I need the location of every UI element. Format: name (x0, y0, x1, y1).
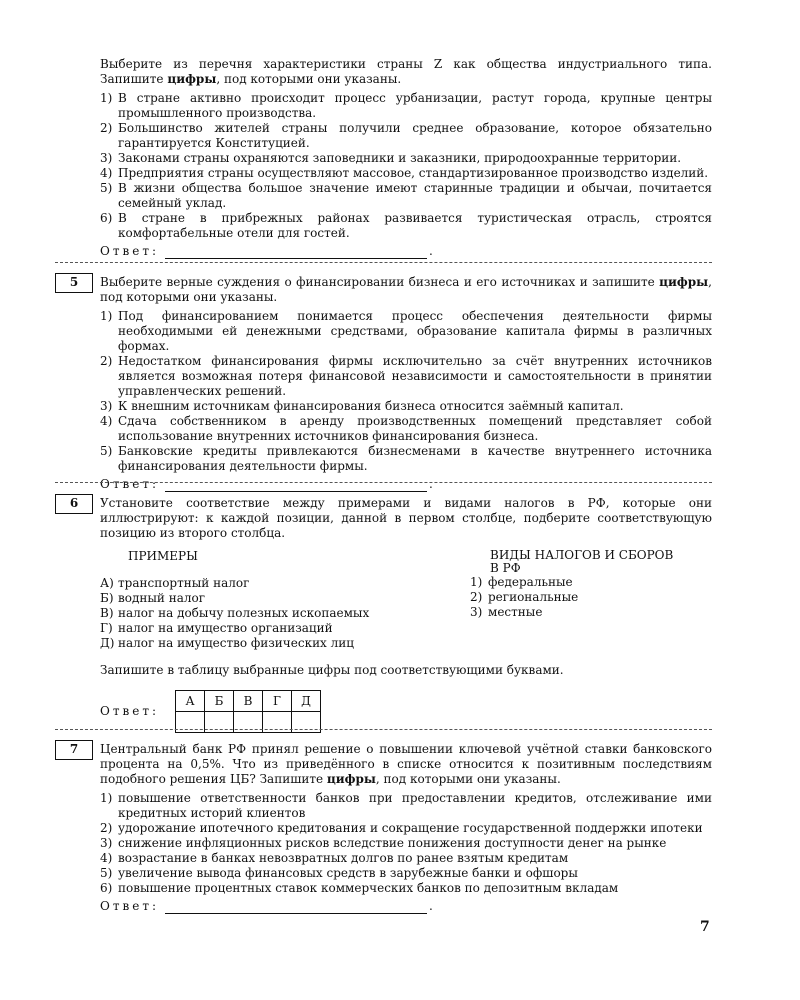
q7-options (100, 791, 712, 896)
list-item: 2) удорожание ипотечного кредитования и сокращение государственной поддержки ипотеки (100, 821, 703, 835)
question-7 (100, 742, 712, 914)
question-6 (100, 496, 712, 733)
answer-table-header: Г (263, 691, 292, 712)
tax-type-item: 2) региональные (470, 590, 579, 604)
example-item: В) налог на добычу полезных ископаемых (100, 606, 370, 620)
question-number-5: 5 (55, 273, 93, 293)
list-item: 1) повышение ответственности банков при предоставлении кредитов, отслеживание ими кредитных историй клиентов (100, 791, 712, 820)
tax-type-item: 3) местные (470, 605, 543, 619)
example-item: Д) налог на имущество физических лиц (100, 636, 354, 650)
q5-intro: Выберите верные суждения о финансировании бизнеса и его источниках и запишите цифры, под которыми они указаны. (100, 275, 712, 304)
list-item: 3) К внешним источникам финансирования бизнеса относится заёмный капитал. (100, 399, 624, 413)
tax-types-column (470, 549, 710, 620)
question-separator (55, 729, 712, 730)
answer-label: Ответ: (100, 899, 160, 913)
question-number-7: 7 (55, 740, 93, 760)
q6-answer-table-row (100, 690, 712, 733)
q6-intro: Установите соответствие между примерами и видами налогов в РФ, которые они иллюстрируют: к каждой позиции, данной в первом столбце, подберите соответствующую позицию из второго столбца. (100, 496, 712, 540)
answer-table-header: А (176, 691, 205, 712)
question-5 (100, 275, 712, 492)
matching-columns (100, 549, 712, 659)
list-item: 5) Банковские кредиты привлекаются бизнесменами в качестве внутреннего источника финансирования деятельности фирмы. (100, 444, 712, 473)
q5-answer-line[interactable]: Ответ: . (100, 477, 433, 491)
answer-table (175, 690, 321, 733)
list-item: 4) Предприятия страны осуществляют массовое, стандартизированное производство изделий. (100, 166, 709, 180)
tax-type-item: 1) федеральные (470, 575, 573, 589)
page-number: 7 (700, 919, 710, 935)
answer-label: Ответ: (100, 704, 160, 718)
example-item: Г) налог на имущество организаций (100, 621, 333, 635)
list-item: 3) снижение инфляционных рисков вследствие понижения доступности денег на рынке (100, 836, 667, 850)
list-item: 6) В стране в прибрежных районах развивается туристическая отрасль, строятся комфортабельные отели для гостей. (100, 211, 712, 240)
question-number-6: 6 (55, 494, 93, 514)
example-item: А) транспортный налог (100, 576, 250, 590)
answer-table-header: Д (292, 691, 321, 712)
tax-types-header: ВИДЫ НАЛОГОВ И СБОРОВ В РФ (490, 548, 674, 575)
example-item: Б) водный налог (100, 591, 206, 605)
list-item: 2) Недостатком финансирования фирмы исключительно за счёт внутренних источников является возможная потеря финансовой независимости и самостоятельности в принятии управленческих решений. (100, 354, 712, 398)
question-4 (100, 57, 712, 259)
answer-label: Ответ: (100, 477, 160, 491)
answer-field[interactable] (165, 246, 427, 259)
q7-answer-line[interactable]: Ответ: . (100, 899, 433, 913)
list-item: 4) возрастание в банках невозвратных долгов по ранее взятым кредитам (100, 851, 569, 865)
list-item: 1) В стране активно происходит процесс урбанизации, растут города, крупные центры промышленного производства. (100, 91, 712, 120)
list-item: 5) В жизни общества большое значение имеют старинные традиции и обычаи, почитается семейный уклад. (100, 181, 712, 210)
question-separator (55, 262, 712, 263)
examples-column (100, 549, 460, 651)
q5-options (100, 309, 712, 474)
list-item: 2) Большинство жителей страны получили среднее образование, которое обязательно гарантируется Конституцией. (100, 121, 712, 150)
question-separator (55, 482, 712, 483)
q7-intro: Центральный банк РФ принял решение о повышении ключевой учётной ставки банковского процента на 0,5%. Что из приведённого в списке относится к позитивным последствиям подобного решения ЦБ? Запишите цифры, под которыми они указаны. (100, 742, 712, 786)
answer-table-header: В (234, 691, 263, 712)
examples-header: ПРИМЕРЫ (128, 549, 198, 563)
answer-field[interactable] (165, 901, 427, 914)
answer-label: Ответ: (100, 244, 160, 258)
table-instruction: Запишите в таблицу выбранные цифры под соответствующими буквами. (100, 663, 564, 677)
list-item: 3) Законами страны охраняются заповедники и заказники, природоохранные территории. (100, 151, 682, 165)
answer-field[interactable] (165, 479, 427, 492)
q4-intro: Выберите из перечня характеристики страны Z как общества индустриального типа. Запишите цифры, под которыми они указаны. (100, 57, 712, 86)
list-item: 4) Сдача собственником в аренду производственных помещений представляет собой использование внутренних источников финансирования бизнеса. (100, 414, 712, 443)
q4-options (100, 91, 712, 241)
answer-table-header: Б (205, 691, 234, 712)
q4-answer-line[interactable]: Ответ: . (100, 244, 433, 258)
list-item: 1) Под финансированием понимается процесс обеспечения деятельности фирмы необходимыми ей денежными средствами, образование капитала фирмы в различных формах. (100, 309, 712, 353)
list-item: 5) увеличение вывода финансовых средств в зарубежные банки и офшоры (100, 866, 578, 880)
list-item: 6) повышение процентных ставок коммерческих банков по депозитным вкладам (100, 881, 619, 895)
